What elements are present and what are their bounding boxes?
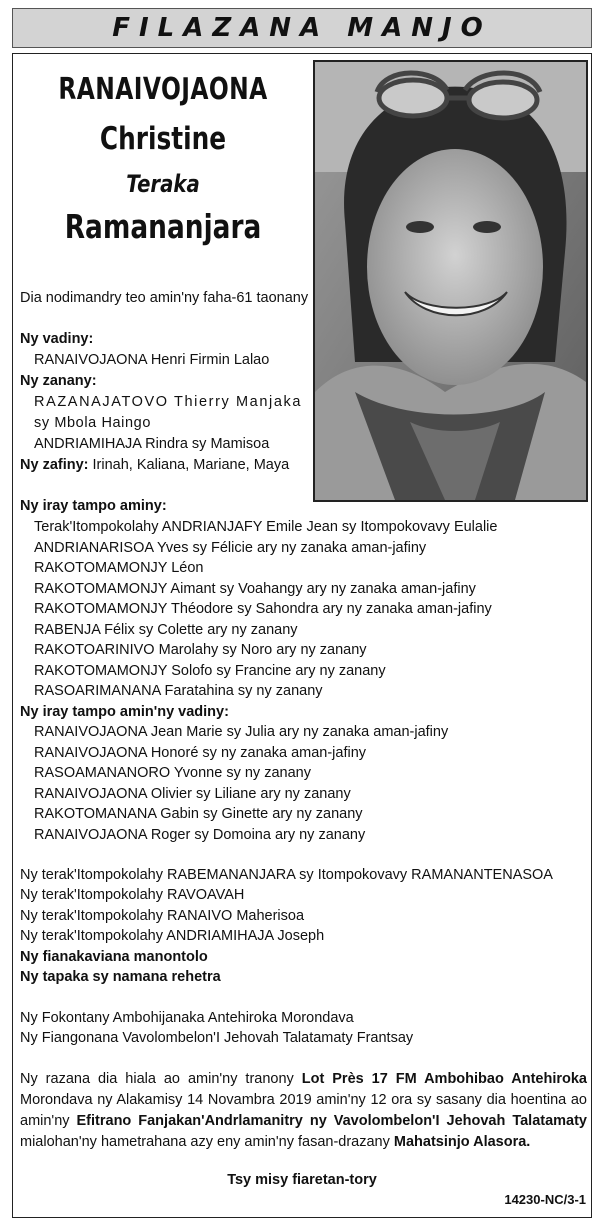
portrait-photo [313, 60, 588, 502]
zanany-line: RAZANAJATOVO Thierry Manjaka [34, 394, 302, 410]
tampo-vadiny-item: RANAIVOJAONA Roger sy Domoina ary ny zanany [34, 827, 366, 843]
family-line: Ny fianakaviana manontolo [20, 949, 208, 965]
tampo-aminy-item: RABENJA Félix sy Colette ary ny zanany [34, 622, 298, 638]
notice-burial-place: Mahatsinjo Alasora. [393, 1134, 531, 1150]
tampo-vadiny-item: RANAIVOJAONA Honoré sy ny zanaka aman-jafiny [34, 745, 367, 761]
relative-line: Ny terak'Itompokolahy RANAIVO Maherisoa [20, 908, 305, 924]
tampo-aminy-item: RAKOTOMAMONJY Solofo sy Francine ary ny zanany [34, 663, 386, 679]
relative-line: Ny terak'Itompokolahy RAVOAVAH [20, 887, 245, 903]
tampo-aminy-label: Ny iray tampo aminy: [20, 498, 167, 514]
zafiny-names: Irinah, Kaliana, Mariane, Maya [92, 457, 290, 473]
zanany-label: Ny zanany: [20, 373, 97, 389]
deceased-given-name: Christine [99, 121, 227, 157]
zanany-line: sy Mbola Haingo [34, 415, 151, 431]
tampo-aminy-item: Terak'Itompokolahy ANDRIANJAFY Emile Jean sy Itompokovavy Eulalie [34, 519, 498, 535]
vadiny-name: RANAIVOJAONA Henri Firmin Lalao [34, 352, 270, 368]
deceased-surname: RANAIVOJAONA [58, 72, 268, 107]
tampo-vadiny-item: RASOAMANANORO Yvonne sy ny zanany [34, 765, 311, 781]
header-band [12, 8, 592, 48]
closing-line: Tsy misy fiaretan-tory [227, 1172, 377, 1188]
tampo-vadiny-item: RANAIVOJAONA Jean Marie sy Julia ary ny zanaka aman-jafiny [34, 724, 449, 740]
notice-address: Lot Près 17 FM Ambohibao Antehiroka [301, 1071, 587, 1087]
tampo-aminy-item: RAKOTOMAMONJY Léon [34, 560, 204, 576]
notice-venue: Efitrano Fanjakan'Andrlamanitry ny Vavolombelon'I Jehovah Talatamaty [76, 1113, 587, 1129]
relative-line: Ny terak'Itompokolahy RABEMANANJARA sy Itompokovavy RAMANANTENASOA [20, 867, 553, 883]
zanany-line: ANDRIAMIHAJA Rindra sy Mamisoa [34, 436, 270, 452]
zafiny-line [20, 455, 289, 475]
tampo-aminy-item: RAKOTOMAMONJY Théodore sy Sahondra ary ny zanaka aman-jafiny [34, 601, 492, 617]
tampo-aminy-item: RASOARIMANANA Faratahina sy ny zanany [34, 683, 323, 699]
tampo-vadiny-item: RAKOTOMANANA Gabin sy Ginette ary ny zanany [34, 806, 363, 822]
deceased-name-block [18, 70, 308, 250]
teraka-label: Teraka [126, 170, 200, 198]
deceased-birth-name: Ramananjara [64, 207, 262, 246]
community-line: Ny Fokontany Ambohijanaka Antehiroka Morondava [20, 1010, 354, 1026]
tampo-aminy-item: ANDRIANARISOA Yves sy Félicie ary ny zanaka aman-jafiny [34, 540, 427, 556]
vadiny-label: Ny vadiny: [20, 331, 94, 347]
funeral-notice [20, 1069, 587, 1153]
tampo-vadiny-item: RANAIVOJAONA Olivier sy Liliane ary ny zanany [34, 786, 351, 802]
family-line: Ny tapaka sy namana rehetra [20, 969, 221, 985]
tampo-aminy-item: RAKOTOARINIVO Marolahy sy Noro ary ny zanany [34, 642, 367, 658]
community-line: Ny Fiangonana Vavolombelon'I Jehovah Talatamaty Frantsay [20, 1030, 414, 1046]
intro-text: Dia nodimandry teo amin'ny faha-61 taonany [20, 290, 309, 306]
notice-text: Ny razana dia hiala ao amin'ny tranony [20, 1071, 302, 1087]
tampo-aminy-item: RAKOTOMAMONJY Aimant sy Voahangy ary ny zanaka aman-jafiny [34, 581, 476, 597]
zafiny-label: Ny zafiny: [20, 457, 89, 473]
header-title: FILAZANA MANJO [112, 13, 492, 43]
reference-number: 14230-NC/3-1 [504, 1192, 586, 1207]
relative-line: Ny terak'Itompokolahy ANDRIAMIHAJA Joseph [20, 928, 325, 944]
notice-text: Morondava ny Alakamisy 14 Novambra 2019 amin'ny 12 ora sy sasany dia hoentina ao amin'ny [20, 1092, 587, 1129]
notice-text: mialohan'ny hametrahana azy eny amin'ny fasan-drazany [20, 1134, 394, 1150]
tampo-vadiny-label: Ny iray tampo amin'ny vadiny: [20, 704, 229, 720]
